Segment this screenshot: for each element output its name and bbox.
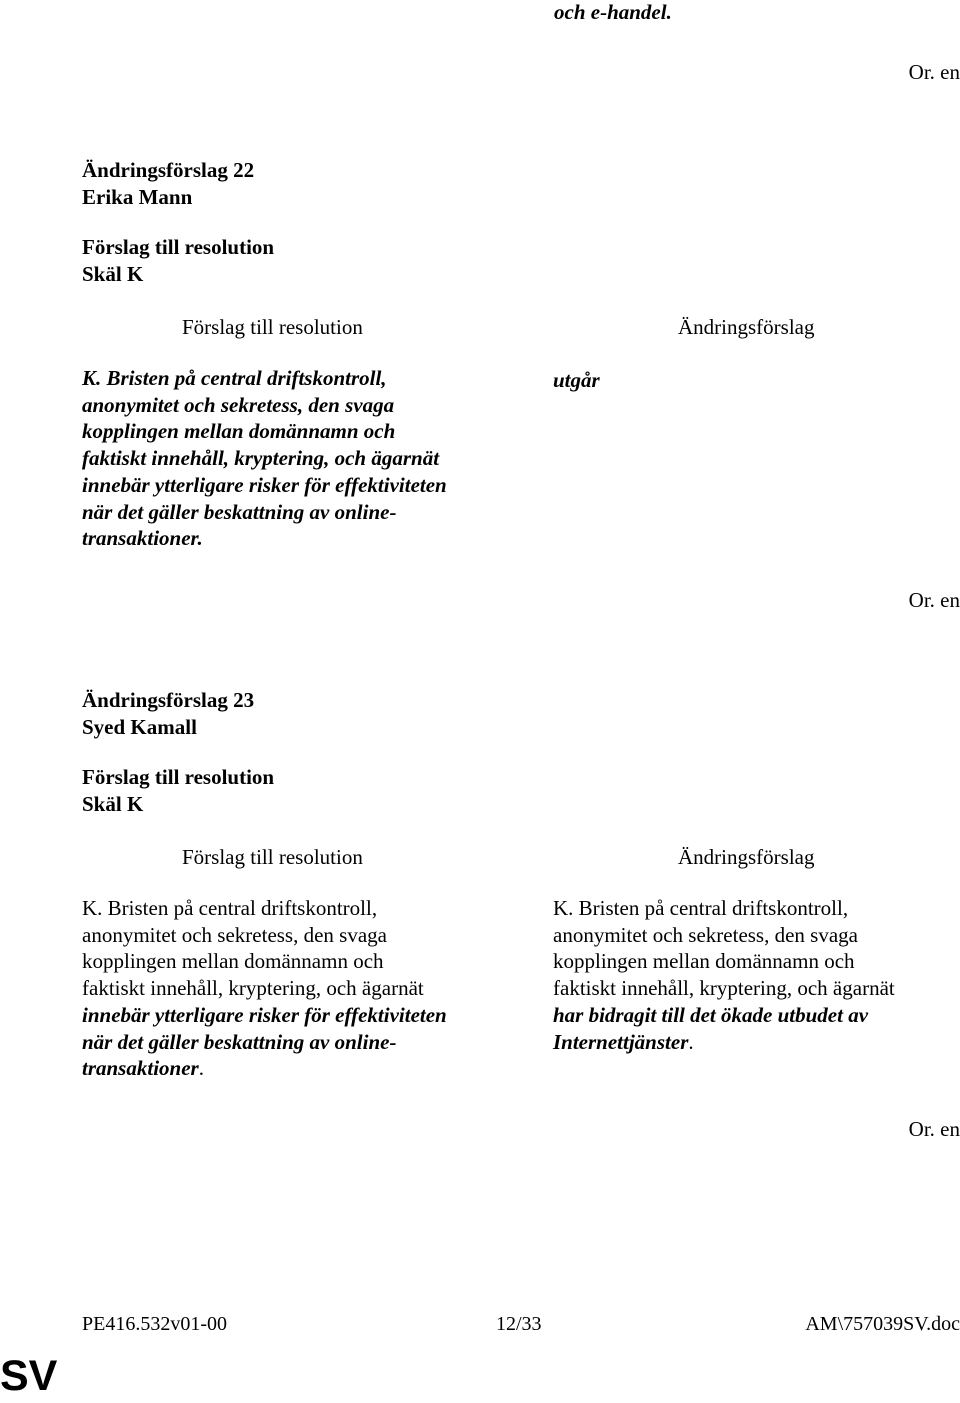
text-line-changed: har bidragit till det ökade utbudet av bbox=[553, 1002, 869, 1027]
amended-text-block bbox=[553, 895, 953, 1055]
section-reference: Skäl K bbox=[82, 792, 144, 816]
original-language-label: Or. en bbox=[908, 588, 960, 612]
amended-text-deleted: utgår bbox=[553, 368, 600, 392]
continued-text-fragment: och e-handel. bbox=[554, 0, 672, 24]
text-line: anonymitet och sekretess, den svaga bbox=[82, 392, 395, 417]
original-text-block bbox=[82, 895, 512, 1082]
right-column-header: Ändringsförslag bbox=[678, 845, 815, 869]
section-reference: Skäl K bbox=[82, 262, 144, 286]
text-line: kopplingen mellan domännamn och bbox=[82, 419, 396, 444]
text-line: K. Bristen på central driftskontroll, bbox=[553, 896, 849, 920]
amendment-title: Ändringsförslag 23 bbox=[82, 688, 255, 712]
text-line-changed: innebär ytterligare risker för effektiviteten bbox=[82, 1002, 447, 1027]
left-column-header: Förslag till resolution bbox=[182, 845, 363, 869]
original-language-label: Or. en bbox=[908, 60, 960, 84]
text-line-changed: transaktioner bbox=[82, 1056, 199, 1081]
page-number: 12/33 bbox=[496, 1313, 542, 1335]
text-line-changed: när det gäller beskattning av online- bbox=[82, 1029, 397, 1054]
text-line: när det gäller beskattning av online- bbox=[82, 499, 397, 524]
right-column-header: Ändringsförslag bbox=[678, 315, 815, 339]
left-column-header: Förslag till resolution bbox=[182, 315, 363, 339]
original-text-block bbox=[82, 365, 502, 552]
text-period: . bbox=[688, 1029, 694, 1054]
text-line-changed: Internettjänster bbox=[553, 1029, 689, 1054]
document-type: Förslag till resolution bbox=[82, 235, 275, 259]
file-reference: AM\757039SV.doc bbox=[805, 1313, 960, 1335]
amendment-author: Syed Kamall bbox=[82, 715, 197, 739]
text-line: anonymitet och sekretess, den svaga bbox=[82, 922, 387, 947]
text-line: faktiskt innehåll, kryptering, och ägarnät bbox=[553, 976, 895, 1001]
text-line: K. Bristen på central driftskontroll, bbox=[82, 896, 378, 920]
language-code: SV bbox=[0, 1352, 58, 1400]
text-line: kopplingen mellan domännamn och bbox=[82, 949, 384, 974]
text-line: innebär ytterligare risker för effektiviteten bbox=[82, 472, 447, 497]
text-line: transaktioner. bbox=[82, 526, 203, 551]
amendment-author: Erika Mann bbox=[82, 185, 193, 209]
document-type: Förslag till resolution bbox=[82, 765, 275, 789]
text-line: kopplingen mellan domännamn och bbox=[553, 949, 855, 974]
text-line: anonymitet och sekretess, den svaga bbox=[553, 922, 858, 947]
text-line: K. Bristen på central driftskontroll, bbox=[82, 366, 387, 390]
text-line: faktiskt innehåll, kryptering, och ägarnät bbox=[82, 446, 440, 471]
original-language-label: Or. en bbox=[908, 1117, 960, 1141]
text-period: . bbox=[198, 1056, 204, 1081]
document-reference: PE416.532v01-00 bbox=[82, 1313, 227, 1335]
amendment-title: Ändringsförslag 22 bbox=[82, 158, 255, 182]
text-line: faktiskt innehåll, kryptering, och ägarnät bbox=[82, 976, 424, 1001]
